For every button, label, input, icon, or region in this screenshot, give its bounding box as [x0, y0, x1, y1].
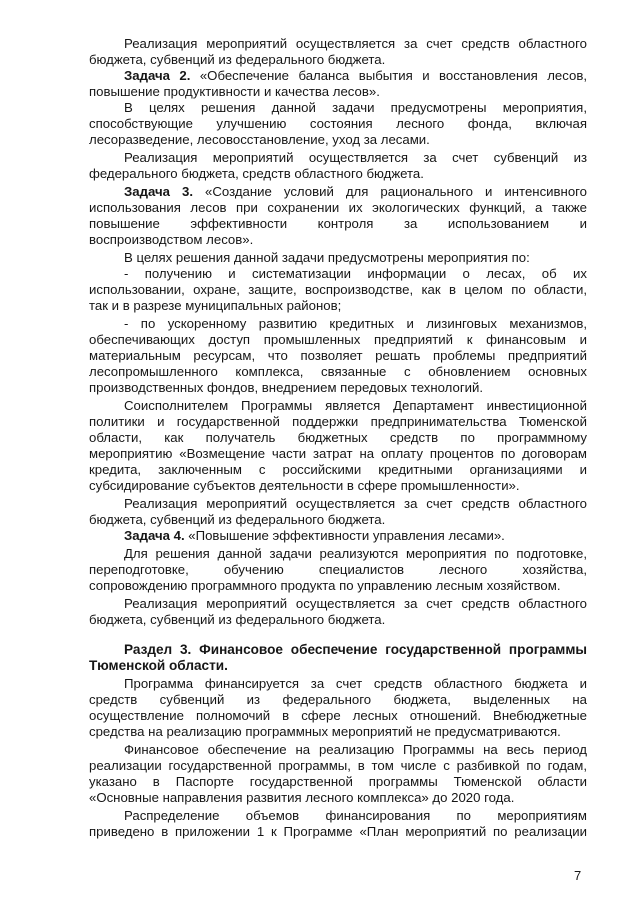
page-number: 7: [574, 868, 582, 883]
task-title: «Повышение эффективности управления лесами».: [184, 528, 505, 543]
text-line: Для решения данной задачи реализуются мероприятия по подготовке,: [124, 546, 587, 561]
text-line: В целях решения данной задачи предусмотрены мероприятия по:: [124, 250, 530, 265]
section-heading: Раздел 3. Финансовое обеспечение государственной программы: [124, 642, 587, 657]
text-line: «Основные направления развития лесного комплекса» до 2020 года.: [89, 790, 515, 805]
text-line: Соисполнителем Программы является Департамент инвестиционной: [124, 398, 587, 413]
text-line: производственных фондов, внедрением передовых технологий.: [89, 380, 484, 395]
text-line: кредита, заключенным с российскими кредитными организациями и: [89, 462, 587, 477]
text-line: лесопромышленного комплекса, связанные с обновлением основных: [89, 364, 587, 379]
text-line: Реализация мероприятий осуществляется за счет средств областного: [124, 36, 587, 51]
text-line: повышение эффективности контроля за использованием и: [89, 216, 587, 231]
task-label: Задача 4.: [124, 528, 185, 543]
text-line: сопровождению программного продукта по управлению лесным хозяйством.: [89, 578, 561, 593]
text-line: области, как получатель бюджетных средств по программному: [89, 430, 587, 445]
text-line: лесоразведение, лесовосстановление, уход за лесами.: [89, 132, 430, 147]
text-line: приведено в приложении 1 к Программе «План мероприятий по реализации: [89, 824, 587, 839]
text-line: [124, 68, 587, 84]
section-heading-cont: Тюменской области.: [89, 658, 228, 673]
text-line: мероприятию «Возмещение части затрат на оплату процентов по договорам: [89, 446, 587, 461]
text-line: бюджета, субвенций из федерального бюджета.: [89, 612, 386, 627]
text-line: [124, 528, 587, 544]
task-title: «Обеспечение баланса выбытия и восстановления лесов,: [190, 68, 587, 83]
text-line: субсидирование субъектов деятельности в сфере промышленности».: [89, 478, 520, 493]
text-line: указано в Паспорте государственной программы Тюменской области: [89, 774, 587, 789]
list-item: - получению и систематизации информации о лесах, об их: [124, 266, 587, 281]
text-line: Распределение объемов финансирования по мероприятиям: [124, 808, 587, 823]
task-label: Задача 3.: [124, 184, 193, 199]
text-line: Реализация мероприятий осуществляется за счет средств областного: [124, 496, 587, 511]
text-line: переподготовке, обучению специалистов лесного хозяйства,: [89, 562, 587, 577]
text-line: способствующие улучшению состояния лесного фонда, включая: [89, 116, 587, 131]
text-line: средств субвенций из федерального бюджета, выделенных на: [89, 692, 587, 707]
text-line: Финансовое обеспечение на реализацию Программы на весь период: [124, 742, 587, 757]
text-line: использования лесов при сохранении их экологических функций, а также: [89, 200, 587, 215]
text-line: политики и государственной поддержки предпринимательства Тюменской: [89, 414, 587, 429]
text-line: обеспечивающих доступ промышленных предприятий к финансовым и: [89, 332, 587, 347]
text-line: так и в разрезе муниципальных районов;: [89, 298, 342, 313]
text-line: воспроизводством лесов».: [89, 232, 254, 247]
text-line: Реализация мероприятий осуществляется за счет субвенций из: [124, 150, 587, 165]
text-line: бюджета, субвенций из федерального бюджета.: [89, 512, 386, 527]
text-line: средства на реализацию программных мероприятий не предусматриваются.: [89, 724, 561, 739]
text-line: Реализация мероприятий осуществляется за счет средств областного: [124, 596, 587, 611]
text-line: осуществление полномочий в сфере лесных отношений. Внебюджетные: [89, 708, 587, 723]
text-line: [124, 184, 587, 200]
text-line: повышение продуктивности и качества лесов».: [89, 84, 380, 99]
text-line: реализации государственной программы, в том числе с разбивкой по годам,: [89, 758, 587, 773]
text-line: федерального бюджета, средств областного бюджета.: [89, 166, 424, 181]
task-label: Задача 2.: [124, 68, 191, 83]
text-line: В целях решения данной задачи предусмотрены мероприятия,: [124, 100, 587, 115]
text-line: материальным ресурсам, что позволяет решать проблемы предприятий: [89, 348, 587, 363]
text-line: использовании, охране, защите, воспроизводстве, как в целом по области,: [89, 282, 587, 297]
task-title: «Создание условий для рационального и интенсивного: [193, 184, 588, 199]
list-item: - по ускоренному развитию кредитных и лизинговых механизмов,: [124, 316, 587, 331]
text-line: Программа финансируется за счет средств областного бюджета и: [124, 676, 587, 691]
text-line: бюджета, субвенций из федерального бюджета.: [89, 52, 386, 67]
